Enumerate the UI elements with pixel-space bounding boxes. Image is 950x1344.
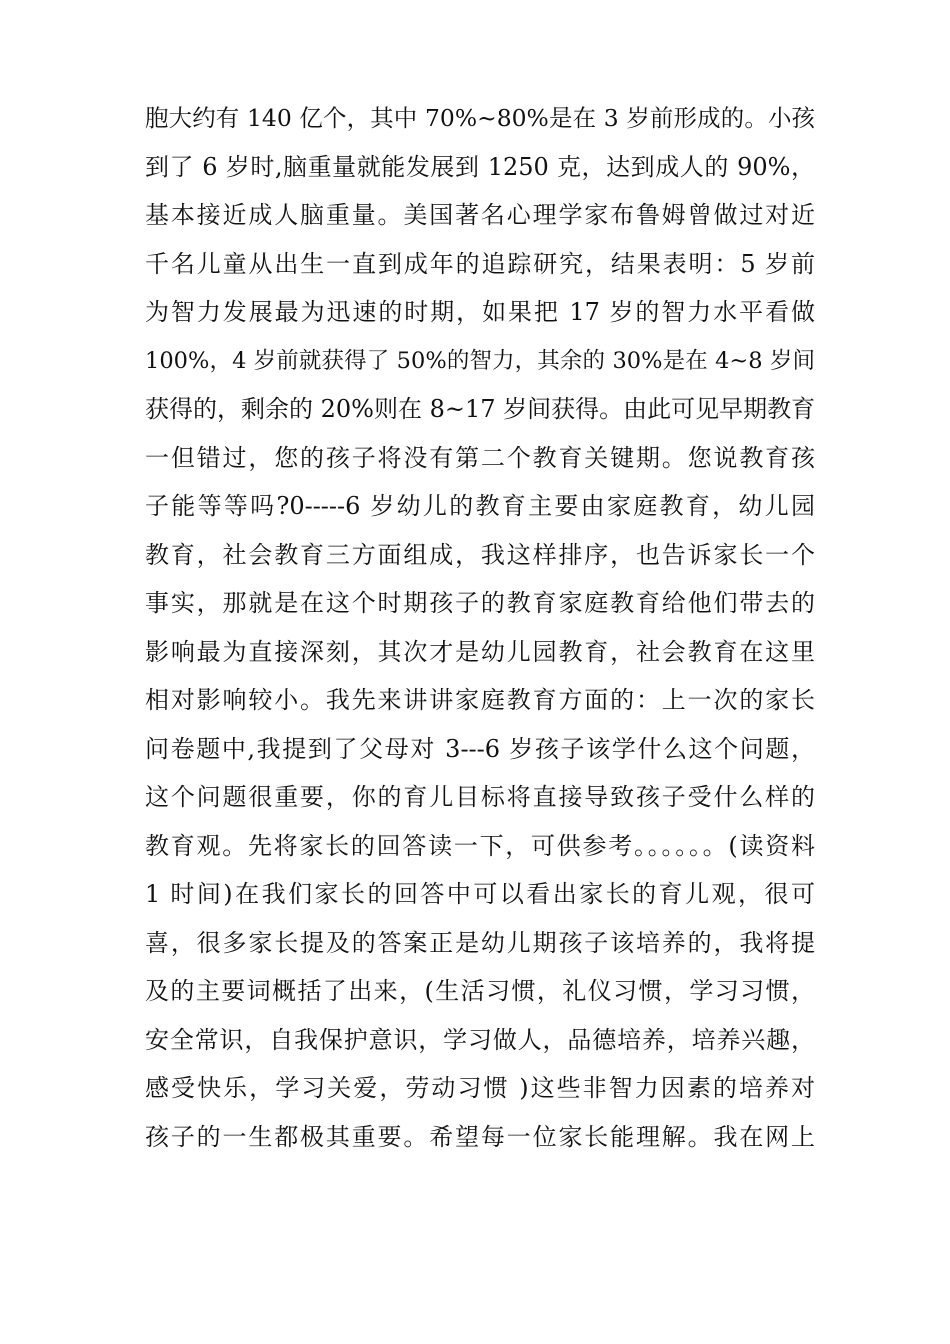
text-line-11: 事实，那就是在这个时期孩子的教育家庭教育给他们带去的 <box>145 589 815 617</box>
text-line-12: 影响最为直接深刻，其次才是幼儿园教育，社会教育在这里 <box>145 637 815 666</box>
text-line-14: 问卷题中,我提到了父母对 3---6 岁孩子该学什么这个问题， <box>145 734 815 763</box>
text-line-19: 及的主要词概括了出来，(生活习惯，礼仪习惯，学习习惯， <box>145 977 815 1005</box>
body-text <box>145 94 815 1161</box>
text-line-16: 教育观。先将家长的回答读一下，可供参考。。。。。。(读资料 <box>145 831 815 860</box>
text-line-5: 为智力发展最为迅速的时期，如果把 17 岁的智力水平看做 <box>145 298 815 326</box>
text-line-13: 相对影响较小。我先来讲讲家庭教育方面的：上一次的家长 <box>145 686 815 714</box>
text-line-7: 获得的，剩余的 20%则在 8~17 岁间获得。由此可见早期教育 <box>145 395 816 423</box>
text-line-2: 到了 6 岁时,脑重量就能发展到 1250 克，达到成人的 90%， <box>145 152 815 181</box>
text-line-6: 100%，4 岁前就获得了 50%的智力，其余的 30%是在 4~8 岁间 <box>145 347 815 374</box>
text-line-21: 感受快乐，学习关爱，劳动习惯 )这些非智力因素的培养对 <box>145 1074 815 1102</box>
text-line-3: 基本接近成人脑重量。美国著名心理学家布鲁姆曾做过对近 <box>145 201 815 229</box>
text-line-18: 喜，很多家长提及的答案正是幼儿期孩子该培养的，我将提 <box>145 928 815 957</box>
text-line-9: 子能等等吗?0-----6 岁幼儿的教育主要由家庭教育，幼儿园 <box>145 492 815 520</box>
text-line-20: 安全常识，自我保护意识，学习做人，品德培养，培养兴趣， <box>145 1025 815 1054</box>
text-line-1: 胞大约有 140 亿个，其中 70%~80%是在 3 岁前形成的。小孩 <box>145 104 815 132</box>
text-line-22: 孩子的一生都极其重要。希望每一位家长能理解。我在网上 <box>145 1122 815 1151</box>
text-line-4: 千名儿童从出生一直到成年的追踪研究，结果表明：5 岁前 <box>145 249 815 278</box>
text-line-17: 1 时间)在我们家长的回答中可以看出家长的育儿观，很可 <box>145 880 815 908</box>
text-line-8: 一但错过，您的孩子将没有第二个教育关键期。您说教育孩 <box>145 443 815 472</box>
text-line-10: 教育，社会教育三方面组成，我这样排序，也告诉家长一个 <box>145 540 815 569</box>
text-line-15: 这个问题很重要，你的育儿目标将直接导致孩子受什么样的 <box>145 783 815 811</box>
